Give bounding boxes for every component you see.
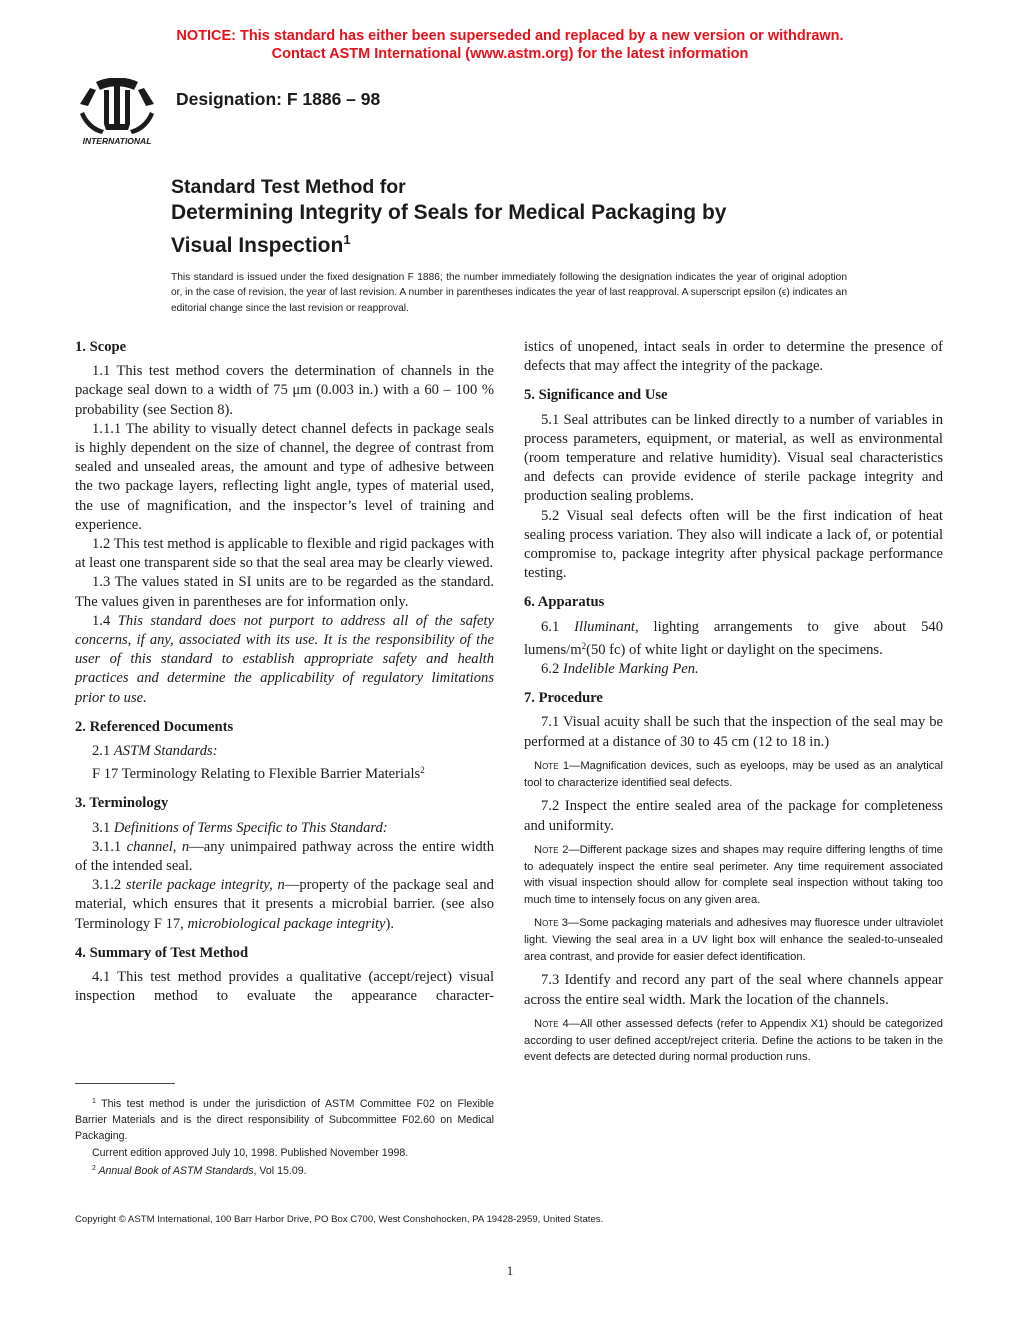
- left-column: [75, 338, 494, 1007]
- term-sterile-integrity: sterile package integrity, n: [125, 877, 285, 894]
- para-3-1-2-italic: microbiological package integrity: [187, 915, 386, 932]
- astm-logo-icon: [74, 78, 160, 148]
- terminology-heading: 3. Terminology: [75, 795, 169, 812]
- para-2-1-text: ASTM Standards:: [113, 743, 218, 760]
- ref-f17-text: F 17 Terminology Relating to Flexible Barrier Materials: [92, 766, 421, 783]
- para-6-1-sup: 2: [581, 640, 587, 651]
- note-4-label: Note: [534, 1017, 559, 1030]
- para-3-1: [75, 819, 494, 838]
- para-1-3: 1.3 The values stated in SI units are to be regarded as the standard. The values given in parentheses are for information only.: [75, 574, 494, 610]
- footnotes: [75, 1094, 494, 1179]
- footnote-1-text: This test method is under the jurisdiction of ASTM Committee F02 on Flexible Barrier Materials and is the direct responsibility of Subcommittee F02.60 on Medical Packaging.: [75, 1098, 494, 1143]
- footnote-2-mark: 2: [92, 1164, 96, 1172]
- term-marking-pen: Indelible Marking Pen.: [562, 661, 699, 678]
- notice-line-2: Contact ASTM International (www.astm.org) for the latest information: [271, 46, 749, 62]
- note-1-label: Note: [534, 759, 559, 772]
- notice-line-1: NOTICE: This standard has either been superseded and replaced by a new version or withdrawn.: [176, 28, 844, 44]
- para-7-1: 7.1 Visual acuity shall be such that the inspection of the seal may be performed at a distance of 30 to 45 cm (12 to 18 in.): [524, 714, 943, 750]
- para-7-3: 7.3 Identify and record any part of the seal where channels appear across the entire seal width. Mark the location of the channels.: [524, 972, 943, 1008]
- para-6-2: [524, 660, 943, 679]
- footnote-2-text: , Vol 15.09.: [253, 1164, 307, 1177]
- para-3-1-text: Definitions of Terms Specific to This Standard:: [113, 819, 388, 836]
- withdrawn-notice: [0, 27, 1020, 63]
- document-title: [171, 175, 931, 259]
- para-1-1-1: 1.1.1 The ability to visually detect channel defects in package seals is highly dependent on the size of channel, the degree of contrast from sealed and unsealed areas, the amount and type of adhesive between the two package layers, reflecting light angle, types of material used, the use of magnification, and the inspector’s level of training and experience.: [75, 420, 494, 533]
- copyright-line: Copyright © ASTM International, 100 Barr Harbor Drive, PO Box C700, West Conshohocken, PA 19428-2959, United States.: [75, 1214, 604, 1225]
- right-column: [524, 338, 943, 1072]
- para-2-1-num: 2.1: [92, 743, 114, 760]
- para-6-1: [524, 618, 943, 660]
- astm-logo: [74, 78, 160, 148]
- para-6-1-num: 6.1: [541, 618, 575, 635]
- note-4-text: 4—All other assessed defects (refer to Appendix X1) should be categorized according to user defined accept/reject criteria. Define the actions to be taken in the event defects are detected during normal production runs.: [524, 1017, 944, 1064]
- para-3-1-2-text: —property of the package seal and material, which ensures that it presents a microbial barrier. (see also Terminology F 17,: [75, 877, 494, 932]
- para-3-1-2-end: ).: [385, 915, 395, 932]
- note-3: [524, 915, 943, 965]
- footnote-1: [75, 1094, 494, 1145]
- para-2-1: [75, 742, 494, 761]
- title-line-3-text: Visual Inspection: [171, 234, 344, 257]
- footnote-rule: [75, 1083, 175, 1084]
- para-6-1-text-end: (50 fc) of white light or daylight on the specimens.: [586, 641, 883, 658]
- para-1-4-num: 1.4: [92, 612, 118, 629]
- para-5-2: 5.2 Visual seal defects often will be the first indication of heat sealing process variation. They also will indicate a lack of, or potential compromise to, package integrity after physical package performance testing.: [524, 507, 943, 582]
- note-1-text: 1—Magnification devices, such as eyeloops, may be used as an analytical tool to characterize identified seal defects.: [524, 759, 944, 789]
- page-number: 1: [506, 1263, 514, 1278]
- para-1-4-text: This standard does not purport to address all of the safety concerns, if any, associated with its use. It is the responsibility of the user of this standard to establish appropriate safety and health practices and determine the applicability of regulatory limitations prior to use.: [75, 612, 494, 706]
- para-3-1-2: [75, 876, 494, 934]
- procedure-heading: 7. Procedure: [524, 690, 603, 707]
- term-illuminant: Illuminant: [574, 618, 635, 635]
- footnote-2-italic: Annual Book of ASTM Standards: [95, 1164, 254, 1177]
- note-2-text: 2—Different package sizes and shapes may require differing lengths of time to adequately inspect the entire seal perimeter. Any time requirement associated with visual inspection should allow for complete seal inspection without taking too much time to intensely focus on any given area.: [524, 843, 943, 907]
- para-3-1-1-num: 3.1.1: [92, 838, 127, 855]
- term-channel: channel, n: [126, 838, 190, 855]
- referenced-heading: 2. Referenced Documents: [75, 718, 234, 735]
- para-6-1-text: , lighting arrangements to give about 540 lumens/m: [524, 618, 943, 658]
- ref-f17-mark: 2: [420, 765, 425, 776]
- para-3-1-1-text: —any unimpaired pathway across the entire width of the intended seal.: [75, 838, 494, 875]
- title-line-2: Determining Integrity of Seals for Medical Packaging by: [171, 201, 727, 224]
- title-line-3: [171, 226, 931, 259]
- note-1: [524, 758, 943, 792]
- note-4: [524, 1016, 943, 1066]
- para-4-1a: 4.1 This test method provides a qualitative (accept/reject) visual inspection method to evaluate the appearance character-: [75, 969, 494, 1005]
- para-1-1: 1.1 This test method covers the determination of channels in the package seal down to a width of 75 μm (0.003 in.) with a 60 – 100 % probability (see Section 8).: [75, 363, 494, 418]
- apparatus-heading: 6. Apparatus: [524, 594, 605, 611]
- scope-heading: 1. Scope: [75, 339, 127, 355]
- intro-paragraph: This standard is issued under the fixed designation F 1886; the number immediately following the designation indicates the year of original adoption or, in the case of revision, the year of last revision. A number in parentheses indicates the year of last reapproval. A superscript epsilon (ϵ) indicates an editorial change since the last revision or reapproval.: [171, 272, 847, 314]
- footnote-1-mark: 1: [92, 1098, 96, 1105]
- para-3-1-2-num: 3.1.2: [92, 877, 126, 894]
- para-7-2: 7.2 Inspect the entire sealed area of the package for completeness and uniformity.: [524, 798, 943, 834]
- note-3-label: Note: [534, 917, 559, 930]
- para-3-1-num: 3.1: [92, 819, 114, 836]
- summary-heading: 4. Summary of Test Method: [75, 944, 249, 961]
- note-3-text: 3—Some packaging materials and adhesives may fluoresce under ultraviolet light. Viewing the seal area in a UV light box will enhance the sealed-to-unsealed area contrast, and provide for easier defect identification.: [524, 917, 943, 963]
- para-3-1-1: [75, 838, 494, 876]
- title-line-1: Standard Test Method for: [171, 176, 406, 198]
- para-1-4: [75, 612, 494, 708]
- title-footnote-mark: 1: [343, 232, 351, 247]
- note-2-label: Note: [534, 843, 559, 856]
- ref-f17: [75, 761, 494, 784]
- para-5-1: 5.1 Seal attributes can be linked directly to a number of variables in process parameters, equipment, or material, as well as environmental (room temperature and relative humidity). Visual seal characteristics and defects can provide evidence of sterile package integrity and production sealing problems.: [524, 411, 943, 505]
- para-1-2: 1.2 This test method is applicable to flexible and rigid packages with at least one transparent side so that the seal area may be clearly viewed.: [75, 536, 494, 572]
- para-6-2-num: 6.2: [541, 661, 563, 678]
- footnote-2: [75, 1161, 494, 1179]
- logo-text: INTERNATIONAL: [82, 136, 152, 146]
- para-4-1b: istics of unopened, intact seals in order to determine the presence of defects that may affect the integrity of the package.: [524, 339, 943, 375]
- designation: Designation: F 1886 – 98: [176, 89, 381, 109]
- significance-heading: 5. Significance and Use: [524, 387, 668, 404]
- footnote-1b: Current edition approved July 10, 1998. Published November 1998.: [92, 1146, 409, 1159]
- note-2: [524, 842, 943, 909]
